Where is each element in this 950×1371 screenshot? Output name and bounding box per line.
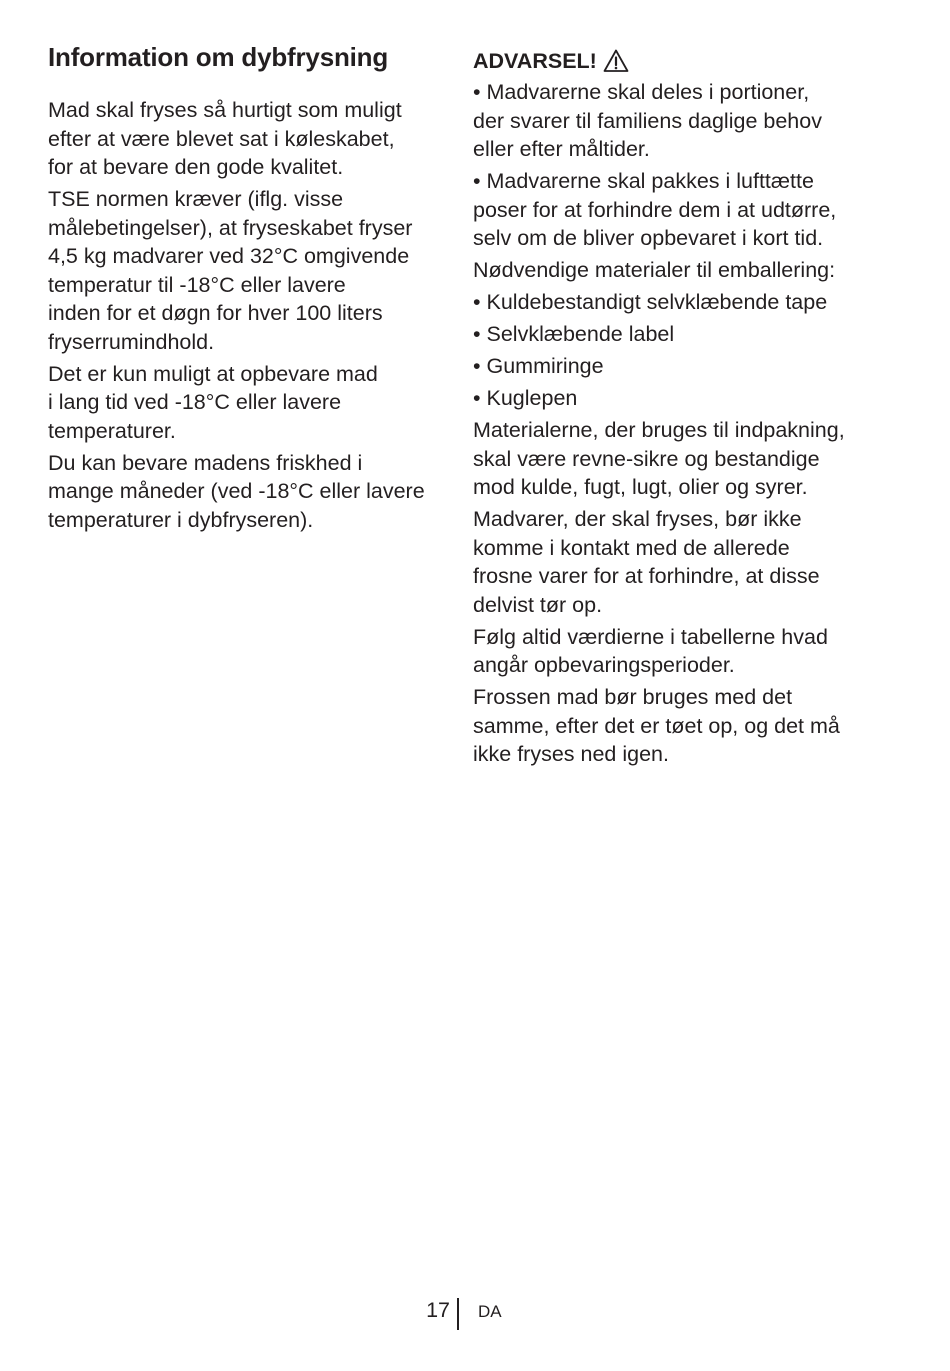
paragraph: Du kan bevare madens friskhed i mange måneder (ved -18°C eller lavere temperaturer i dybfryseren). <box>48 450 425 532</box>
paragraph: Nødvendige materialer til emballering: <box>473 258 836 282</box>
page-number: 17 <box>426 1298 450 1322</box>
paragraph: Materialerne, der bruges til indpakning, skal være revne-sikre og bestandige mod kulde, fugt, lugt, olier og syrer. <box>473 418 845 499</box>
language-code: DA <box>478 1302 502 1321</box>
warning-triangle-icon <box>603 48 629 74</box>
paragraph: Det er kun muligt at opbevare mad i lang tid ved -18°C eller lavere temperaturer. <box>48 361 378 443</box>
paragraph: Frossen mad bør bruges med det samme, efter det er tøet op, og det må ikke fryses ned igen. <box>473 685 840 766</box>
page-footer <box>0 1294 950 1334</box>
section-heading: Information om dybfrysning <box>48 42 389 72</box>
warning-heading <box>473 44 883 78</box>
paragraph: TSE normen kræver (iflg. visse målebetingelser), at fryseskabet fryser 4,5 kg madvarer ved 32°C omgivende temperatur til -18°C eller lavere inden for et døgn for hver 100 liters fryserrumindhold. <box>48 187 413 354</box>
paragraph: Mad skal fryses så hurtigt som muligt efter at være blevet sat i køleskabet, for at bevare den gode kvalitet. <box>48 98 402 179</box>
footer-divider <box>457 1298 459 1330</box>
list-item: • Kuglepen <box>473 386 578 410</box>
bullet-paragraph: • Madvarerne skal deles i portioner, der svarer til familiens daglige behov eller efter måltider. <box>473 80 822 161</box>
bullet-paragraph: • Madvarerne skal pakkes i lufttætte poser for at forhindre dem i at udtørre, selv om de bliver opbevaret i kort tid. <box>473 169 837 250</box>
right-column <box>473 44 883 772</box>
list-item: • Gummiringe <box>473 354 604 378</box>
warning-title: ADVARSEL! <box>473 49 597 73</box>
list-item: • Selvklæbende label <box>473 322 675 346</box>
paragraph: Madvarer, der skal fryses, bør ikke komme i kontakt med de allerede frosne varer for at forhindre, at disse delvist tør op. <box>473 507 820 617</box>
paragraph: Følg altid værdierne i tabellerne hvad angår opbevaringsperioder. <box>473 624 828 677</box>
list-item: • Kuldebestandigt selvklæbende tape <box>473 290 828 314</box>
left-column <box>48 38 448 538</box>
